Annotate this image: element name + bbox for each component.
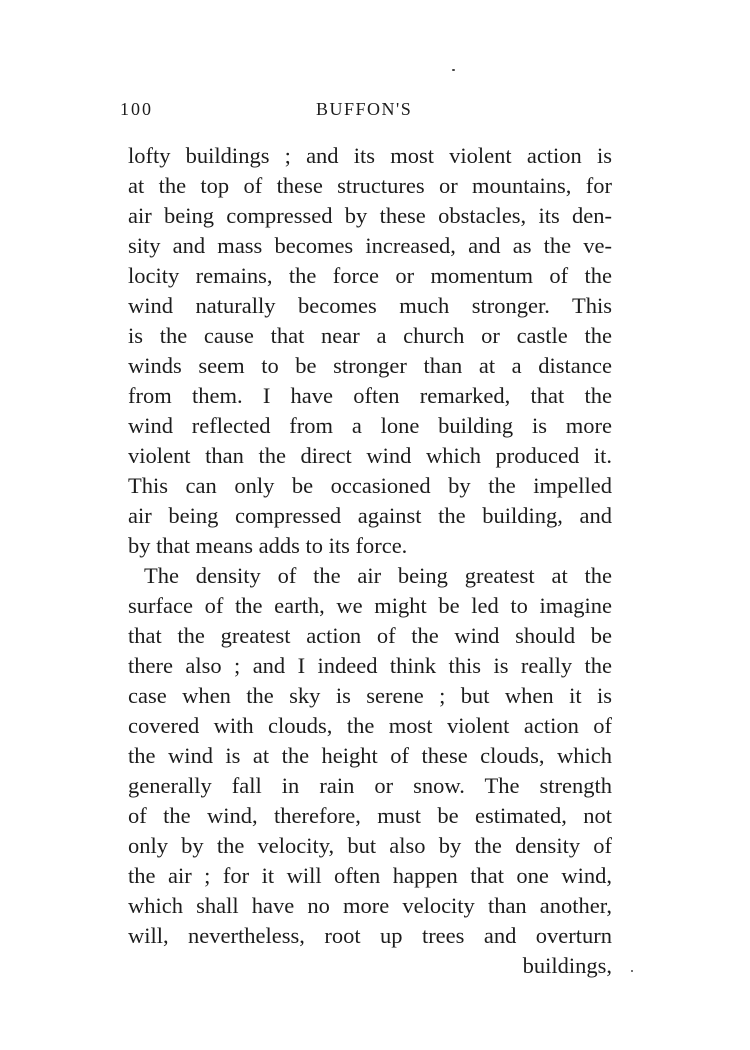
text-line: surface of the earth, we might be led to imagine (128, 593, 612, 618)
text-line: winds seem to be stronger than at a distance (128, 353, 612, 378)
text-line: will, nevertheless, root up trees and overturn (128, 923, 612, 948)
text-line: lofty buildings ; and its most violent action is (128, 143, 612, 168)
text-line: covered with clouds, the most violent action of (128, 713, 612, 738)
text-line: The density of the air being greatest at the (144, 563, 612, 588)
text-line: wind naturally becomes much stronger. This (128, 293, 612, 318)
ink-speck (452, 69, 455, 71)
text-line: violent than the direct wind which produced it. (128, 443, 612, 468)
text-line: there also ; and I indeed think this is really the (128, 653, 612, 678)
text-line: from them. I have often remarked, that the (128, 383, 612, 408)
text-line: which shall have no more velocity than another, (128, 893, 612, 918)
ink-speck (631, 970, 633, 972)
text-line: by that means adds to its force. (128, 533, 408, 558)
text-line: locity remains, the force or momentum of the (128, 263, 612, 288)
text-line: at the top of these structures or mountains, for (128, 173, 612, 198)
text-line: wind reflected from a lone building is more (128, 413, 612, 438)
page-header (120, 99, 610, 129)
text-line: This can only be occasioned by the impelled (128, 473, 612, 498)
text-line: is the cause that near a church or castle the (128, 323, 612, 348)
text-line: of the wind, therefore, must be estimated, not (128, 803, 612, 828)
page-number: 100 (120, 99, 153, 119)
text-line: only by the velocity, but also by the density of (128, 833, 612, 858)
text-line: air being compressed against the building, and (128, 503, 612, 528)
running-head: BUFFON'S (316, 99, 413, 119)
body-text (128, 141, 612, 981)
text-line: the air ; for it will often happen that one wind, (128, 863, 612, 888)
text-line: the wind is at the height of these clouds, which (128, 743, 612, 768)
text-line: case when the sky is serene ; but when it is (128, 683, 612, 708)
text-line: sity and mass becomes increased, and as the ve- (128, 233, 612, 258)
text-line: air being compressed by these obstacles, its den- (128, 203, 612, 228)
text-line: that the greatest action of the wind should be (128, 623, 612, 648)
catchword: buildings, (522, 953, 612, 978)
text-line: generally fall in rain or snow. The strength (128, 773, 612, 798)
